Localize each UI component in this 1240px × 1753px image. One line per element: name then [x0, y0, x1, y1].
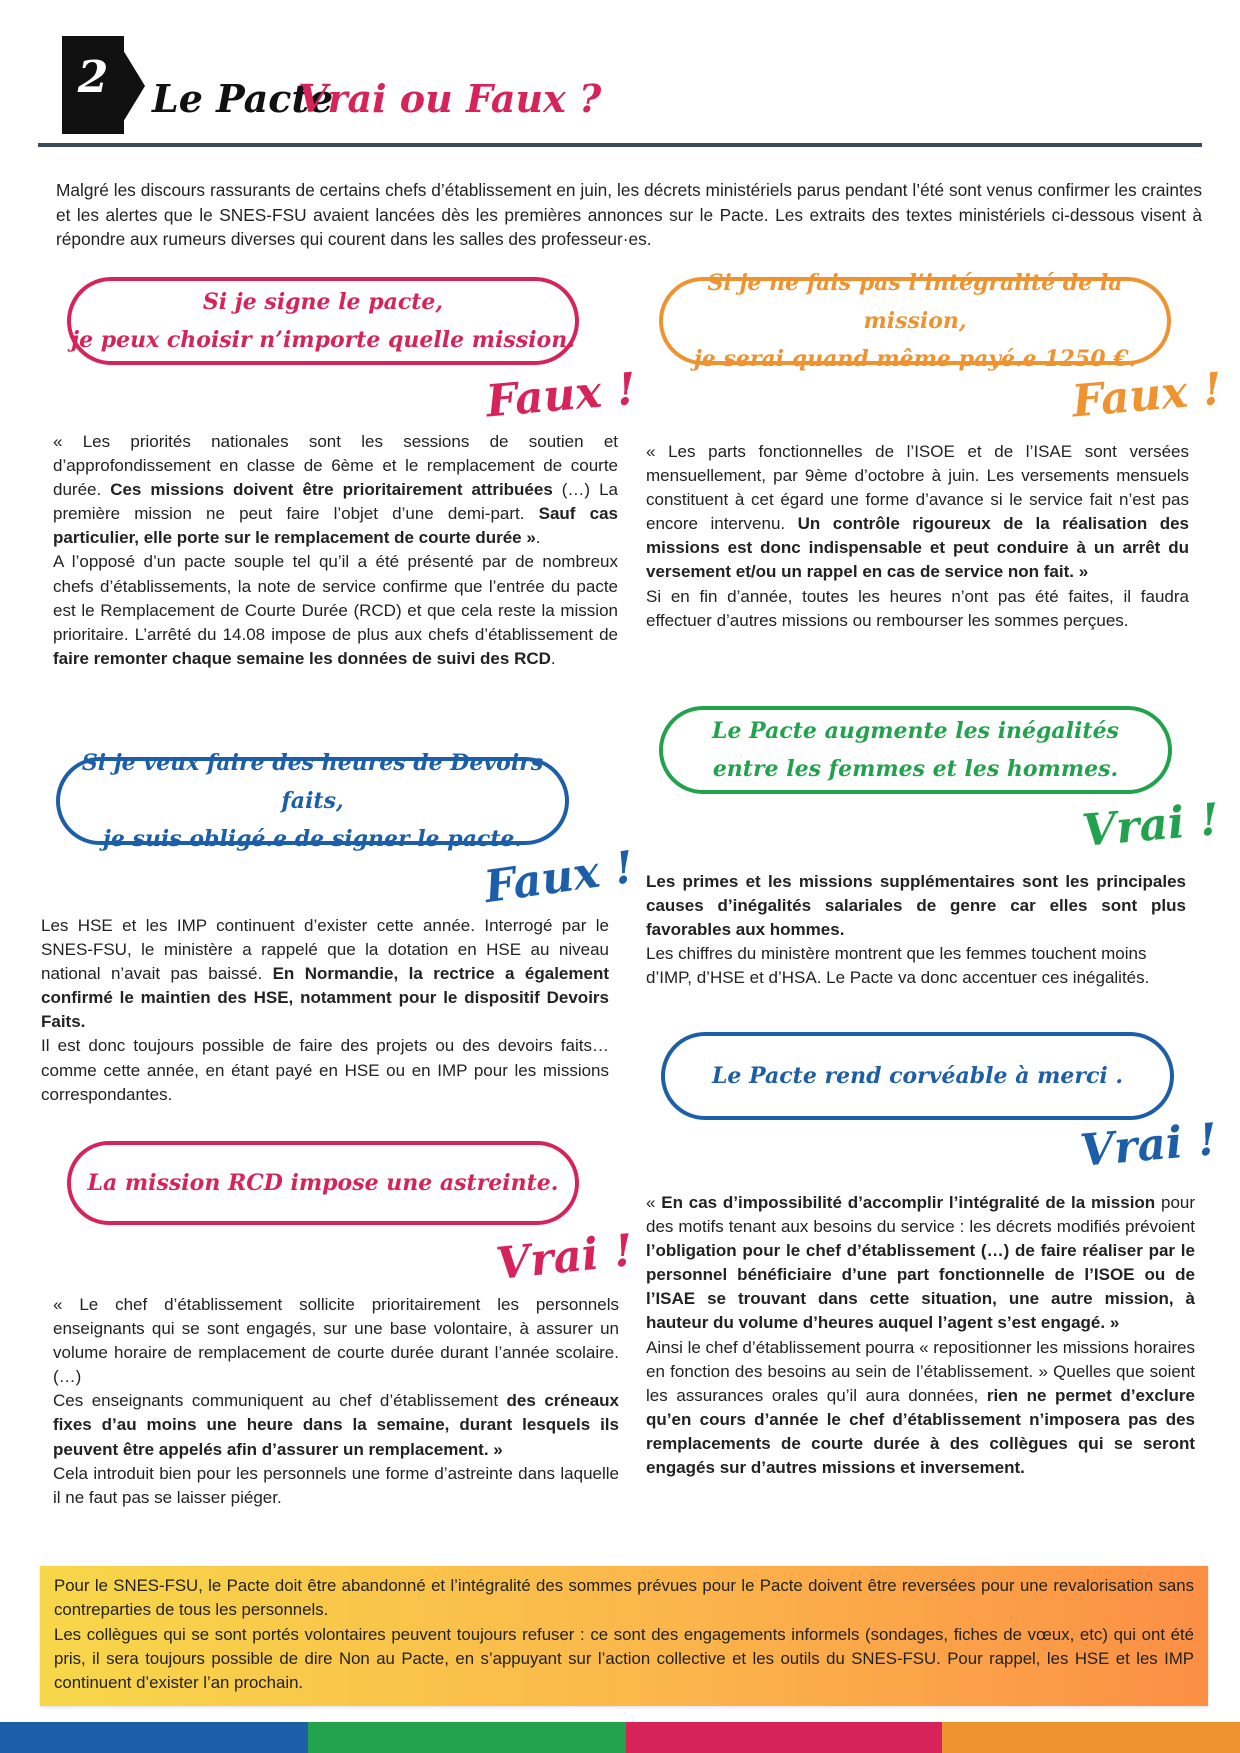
claim-bubble-q5	[659, 706, 1172, 794]
claim-q5-line2: entre les femmes et les hommes.	[712, 756, 1119, 782]
answer-q3-p1: « Le chef d’établissement sollicite prioritairement les personnels enseignants qui se sont engagés, sur une base volontaire, à assurer un volume horaire de remplacement de courte durée durant l’année scolaire. (…)	[53, 1295, 619, 1387]
verdict-q6: Vrai !	[1078, 1114, 1220, 1177]
answer-q2-p1: Les HSE et les IMP continuent d’exister cette année. Interrogé par le SNES-FSU, le ministère a rappelé que la dotation en HSE au niveau national n’avait pas baissé. En Normandie, la rectrice a également confirmé le maintien des HSE, notamment pour le dispositif Devoirs Faits.	[41, 916, 609, 1032]
answer-q2-p2: Il est donc toujours possible de faire des projets ou des devoirs faits… comme cette année, en étant payé en HSE ou en IMP pour les missions correspondantes.	[41, 1036, 609, 1104]
header-divider	[38, 143, 1202, 147]
claim-bubble-q6	[661, 1032, 1174, 1120]
answer-q4-p1: « Les parts fonctionnelles de l’ISOE et de l’ISAE sont versées mensuellement, par 9ème d’octobre à juin. Les versements mensuels constituent à cet égard une forme d’avance si le service fait n’est pas encore intervenu. Un contrôle rigoureux de la réalisation des missions est donc indispensable et peut conduire à un arrêt du versement et/ou un rappel en cas de service non fait. »	[646, 442, 1189, 582]
conclusion-box	[40, 1566, 1208, 1706]
section-number: 2	[77, 52, 109, 103]
claim-q3-line1: La mission RCD impose une astreinte.	[87, 1170, 559, 1196]
footer-stripe-blue	[0, 1722, 308, 1753]
answer-q5-p2: Les chiffres du ministère montrent que les femmes touchent moins d’IMP, d’HSE et d’HSA. Le Pacte va donc accentuer ces inégalités.	[646, 944, 1150, 988]
answer-q3	[53, 1293, 619, 1510]
verdict-q3: Vrai !	[493, 1224, 636, 1291]
claim-q1-line2: je peux choisir n’importe quelle mission.	[71, 327, 575, 353]
claim-bubble-q2	[56, 750, 569, 852]
claim-bubble-q4	[659, 270, 1171, 372]
verdict-q1: Faux !	[484, 363, 639, 428]
answer-q4	[646, 440, 1189, 633]
verdict-q4: Faux !	[1070, 363, 1225, 428]
claim-q2-line1: Si je veux faire des heures de Devoirs faits,	[81, 750, 544, 814]
verdict-q5: Vrai !	[1080, 794, 1222, 857]
conclusion-p1: Pour le SNES-FSU, le Pacte doit être abandonné et l’intégralité des sommes prévues pour le Pacte doivent être reversées pour une revalorisation sans contreparties de tous les personnels.	[54, 1576, 1194, 1620]
section-number-badge	[62, 36, 124, 134]
answer-q3-p2: Ces enseignants communiquent au chef d’établissement des créneaux fixes d’au moins une heure dans la semaine, durant lesquels ils peuvent être appelés afin d’assurer un remplacement. »	[53, 1391, 619, 1459]
answer-q5	[646, 870, 1186, 990]
claim-q4-line2: je serai quand même payé.e 1250 €.	[693, 346, 1137, 372]
answer-q2	[41, 914, 609, 1107]
answer-q4-p2: Si en fin d’année, toutes les heures n’ont pas été faites, il faudra effectuer d’autres missions ou rembourser les sommes perçues.	[646, 586, 1189, 630]
claim-q4-line1: Si je ne fais pas l’intégralité de la mission,	[707, 270, 1123, 334]
answer-q5-p1: Les primes et les missions supplémentaires sont les principales causes d’inégalités salariales de genre car elles sont plus favorables aux hommes.	[646, 872, 1186, 940]
intro-paragraph: Malgré les discours rassurants de certains chefs d’établissement en juin, les décrets ministériels parus pendant l’été sont venus confirmer les craintes et les alertes que le SNES-FSU avaient lancées dès les premières annonces sur le Pacte. Les extraits des textes ministériels ci-dessous visent à répondre aux rumeurs diverses qui courent dans les salles des professeur·es.	[56, 180, 1202, 249]
footer-stripe-green	[308, 1722, 626, 1753]
claim-q2-line2: je suis obligé.e de signer le pacte.	[102, 826, 523, 852]
answer-q1-p2: A l’opposé d’un pacte souple tel qu’il a été présenté par de nombreux chefs d’établissements, la note de service confirme que l’entrée du pacte est le Remplacement de Courte Durée (RCD) et que cela reste la mission prioritaire. L’arrêté du 14.08 impose de plus aux chefs d’établissement de faire remonter chaque semaine les données de suivi des RCD.	[53, 552, 618, 668]
claim-bubble-q1	[67, 277, 579, 365]
verdict-q2: Faux !	[481, 841, 638, 914]
page-subtitle: Vrai ou Faux ?	[298, 76, 602, 121]
conclusion-p2: Les collègues qui se sont portés volontaires peuvent toujours refuser : ce sont des engagements informels (sondages, fiches de vœux, etc) qui ont été pris, il sera toujours possible de dire Non au Pacte, en s’appuyant sur l’action collective et les outils du SNES-FSU. Pour rappel, les HSE et les IMP continuent d’exister l’an prochain.	[54, 1624, 1194, 1693]
footer-stripe-orange	[942, 1722, 1240, 1753]
answer-q1-p1: « Les priorités nationales sont les sessions de soutien et d’approfondissement en classe de 6ème et le remplacement de courte durée. Ces missions doivent être prioritairement attribuées (…) La première mission ne peut faire l’objet d’une demi-part. Sauf cas particulier, elle porte sur le remplacement de courte durée ».	[53, 432, 618, 548]
claim-q5-line1: Le Pacte augmente les inégalités	[712, 718, 1119, 744]
answer-q1	[53, 430, 618, 671]
answer-q6-p2: Ainsi le chef d’établissement pourra « repositionner les missions horaires en fonction des besoins au sein de l’établissement. » Quelles que soient les assurances orales qu’il aura données, rien ne permet d’exclure qu’en cours d’année le chef d’établissement n’imposera pas des remplacements de courte durée à des collègues qui se seront engagés sur d’autres missions et inversement.	[646, 1337, 1195, 1478]
answer-q6	[646, 1191, 1195, 1480]
claim-bubble-q3	[67, 1141, 579, 1225]
claim-q6-line1: Le Pacte rend corvéable à merci .	[711, 1063, 1124, 1089]
footer-stripe-pink	[626, 1722, 942, 1753]
badge-arrow-icon	[123, 50, 145, 122]
claim-q1-line1: Si je signe le pacte,	[202, 289, 444, 315]
answer-q3-p3: Cela introduit bien pour les personnels une forme d’astreinte dans laquelle il ne faut pas se laisser piéger.	[53, 1463, 619, 1507]
answer-q6-p1: « En cas d’impossibilité d’accomplir l’intégralité de la mission pour des motifs tenant aux besoins du service : les décrets modifiés prévoient l’obligation pour le chef d’établissement (…) de faire réaliser par le personnel bénéficiaire d’une part fonctionnelle de l’ISOE ou de l’ISAE se trouvant dans cette situation, une autre mission, à hauteur du volume d’heures auquel l’agent s’est engagé. »	[646, 1193, 1196, 1333]
page-title: Le Pacte	[152, 76, 334, 121]
